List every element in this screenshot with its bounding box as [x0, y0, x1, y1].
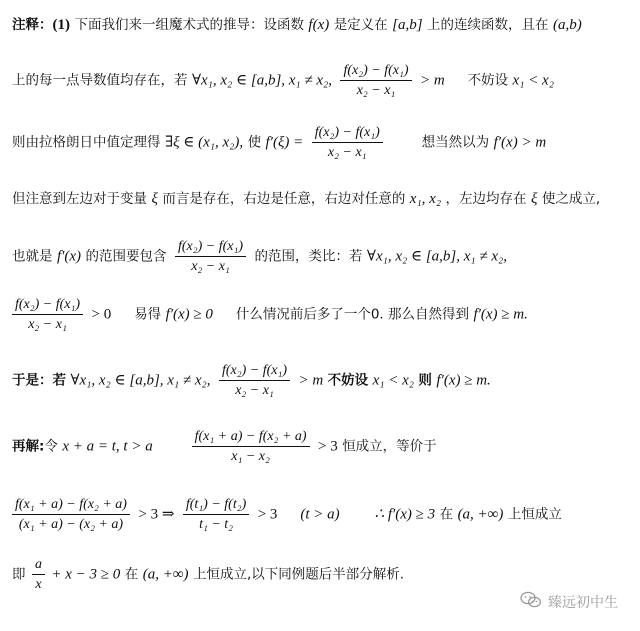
- fraction-denominator: x₂ − x₁: [327, 145, 367, 160]
- text: 使之成立,: [541, 191, 601, 207]
- text: 不妨设: [467, 72, 509, 89]
- fraction-numerator: f(x₁ + a) − f(x₂ + a): [192, 428, 310, 447]
- watermark: [520, 591, 618, 613]
- text: 的范围，类比：若: [254, 248, 363, 265]
- math-expression: > 0: [91, 306, 112, 323]
- math-expression: f(x): [308, 17, 330, 33]
- fraction: [192, 428, 310, 465]
- resolve-label: 再解:: [12, 438, 45, 455]
- math-expression: x + a = t, t > a: [62, 438, 153, 455]
- fraction-numerator: f(x₂) − f(x₁): [340, 62, 411, 81]
- note-label: 注释：: [12, 17, 53, 33]
- math-expression: f′(x) ≥ 0: [165, 306, 213, 323]
- math-expression: ∃ξ ∈ (x₁, x₂),: [164, 134, 244, 151]
- text: 令: [44, 438, 58, 455]
- math-expression: f′(x): [56, 248, 82, 265]
- math-expression: [a,b]: [392, 17, 423, 33]
- fraction-numerator: f(t₁) − f(t₂): [183, 496, 249, 515]
- math-expression: x₁ < x₂: [372, 372, 414, 389]
- math-expression: + x − 3 ≥ 0: [51, 566, 121, 583]
- text: 是定义在: [333, 17, 388, 33]
- line-4: [12, 190, 600, 208]
- fraction-numerator: f(x₂) − f(x₁): [219, 362, 290, 381]
- math-expression: f′(ξ) =: [265, 134, 304, 151]
- math-expression: (a, +∞): [142, 566, 189, 583]
- text: 下面我们来一组魔术式的推导：设函数: [74, 17, 304, 33]
- line-3: [12, 124, 546, 161]
- item-number: (1): [52, 17, 70, 33]
- text: ，左边均存在: [445, 191, 527, 207]
- text: 上的每一点导数值均存在，若: [12, 72, 188, 89]
- text: 在: [439, 506, 454, 523]
- fraction-denominator: x₂ − x₁: [356, 83, 396, 98]
- text: 则由拉格朗日中值定理得: [12, 134, 161, 151]
- text: 而言是存在，右边是任意，右边对任意的: [162, 191, 406, 207]
- math-expression: (a,b): [552, 17, 582, 33]
- fraction: [312, 124, 383, 161]
- text: 恒成立，等价于: [342, 438, 437, 455]
- fraction: [12, 296, 83, 333]
- text: 即: [12, 566, 26, 583]
- fraction-denominator: x₁ − x₂: [231, 449, 270, 464]
- text: 则: [418, 372, 432, 389]
- math-expression: ξ: [530, 191, 538, 207]
- watermark-text: 臻远初中生: [548, 595, 618, 611]
- fraction: [12, 496, 130, 533]
- text: 在: [124, 566, 139, 583]
- line-8: [12, 428, 437, 465]
- fraction-numerator: f(x₂) − f(x₁): [312, 124, 383, 143]
- fraction: [340, 62, 411, 99]
- math-expression: f′(x) > m: [493, 134, 547, 151]
- math-expression: x₁ < x₂: [512, 72, 554, 89]
- line-10: [12, 556, 404, 593]
- math-expression: f′(x) ≥ m.: [473, 306, 528, 323]
- fraction: [32, 556, 45, 593]
- math-expression: (a, +∞): [457, 506, 504, 523]
- fraction-numerator: f(x₁ + a) − f(x₂ + a): [12, 496, 130, 515]
- text: 易得: [134, 306, 162, 323]
- fraction-denominator: x: [35, 577, 42, 592]
- math-expression: > 3 ⇒: [138, 506, 175, 523]
- text: 不妨设: [327, 372, 369, 389]
- line-9: [12, 496, 562, 533]
- text: 也就是: [12, 248, 53, 265]
- conclusion-label: 于是：若: [12, 372, 66, 389]
- math-expression: x₁, x₂: [409, 191, 442, 207]
- line-5: [12, 238, 507, 275]
- fraction: [183, 496, 249, 533]
- fraction-denominator: t₁ − t₂: [199, 517, 234, 532]
- fraction: [219, 362, 290, 399]
- line-1: [12, 16, 582, 34]
- line-6: [12, 296, 528, 333]
- math-expression: > 3: [318, 438, 338, 455]
- text: 的范围要包含: [85, 248, 167, 265]
- fraction-denominator: x₂ − x₁: [191, 259, 230, 274]
- math-expression: ∀x₁, x₂ ∈ [a,b], x₁ ≠ x₂,: [366, 248, 507, 265]
- math-expression: ∴ f′(x) ≥ 3: [374, 506, 436, 523]
- text: 但注意到左边对于变量: [12, 191, 147, 207]
- math-expression: > 3: [257, 506, 278, 523]
- fraction-numerator: a: [32, 556, 45, 575]
- fraction: [175, 238, 246, 275]
- fraction-denominator: (x₁ + a) − (x₂ + a): [18, 517, 124, 532]
- math-expression: > m: [419, 72, 445, 89]
- text: 使: [247, 134, 262, 151]
- math-expression: ξ: [151, 191, 158, 207]
- fraction-numerator: f(x₂) − f(x₁): [175, 238, 246, 257]
- math-expression: (t > a): [300, 506, 340, 523]
- line-2: [12, 62, 554, 99]
- math-expression: ∀x₁, x₂ ∈ [a,b], x₁ ≠ x₂,: [70, 372, 211, 389]
- text: 什么情况前后多了一个0. 那么自然得到: [235, 306, 469, 323]
- fraction-numerator: f(x₂) − f(x₁): [12, 296, 83, 315]
- math-expression: f′(x) ≥ m.: [436, 372, 491, 389]
- math-expression: > m: [298, 372, 324, 389]
- math-expression: ∀x₁, x₂ ∈ [a,b], x₁ ≠ x₂,: [191, 72, 333, 89]
- text: 想当然以为: [421, 134, 490, 151]
- text: 上的连续函数，且在: [427, 17, 549, 33]
- fraction-denominator: x₂ − x₁: [235, 383, 274, 398]
- text: 上恒成立,以下同例题后半部分解析.: [192, 566, 405, 583]
- wechat-icon: [520, 591, 548, 613]
- line-7: [12, 362, 491, 399]
- fraction-denominator: x₂ − x₁: [28, 317, 67, 332]
- text: 上恒成立: [507, 506, 562, 523]
